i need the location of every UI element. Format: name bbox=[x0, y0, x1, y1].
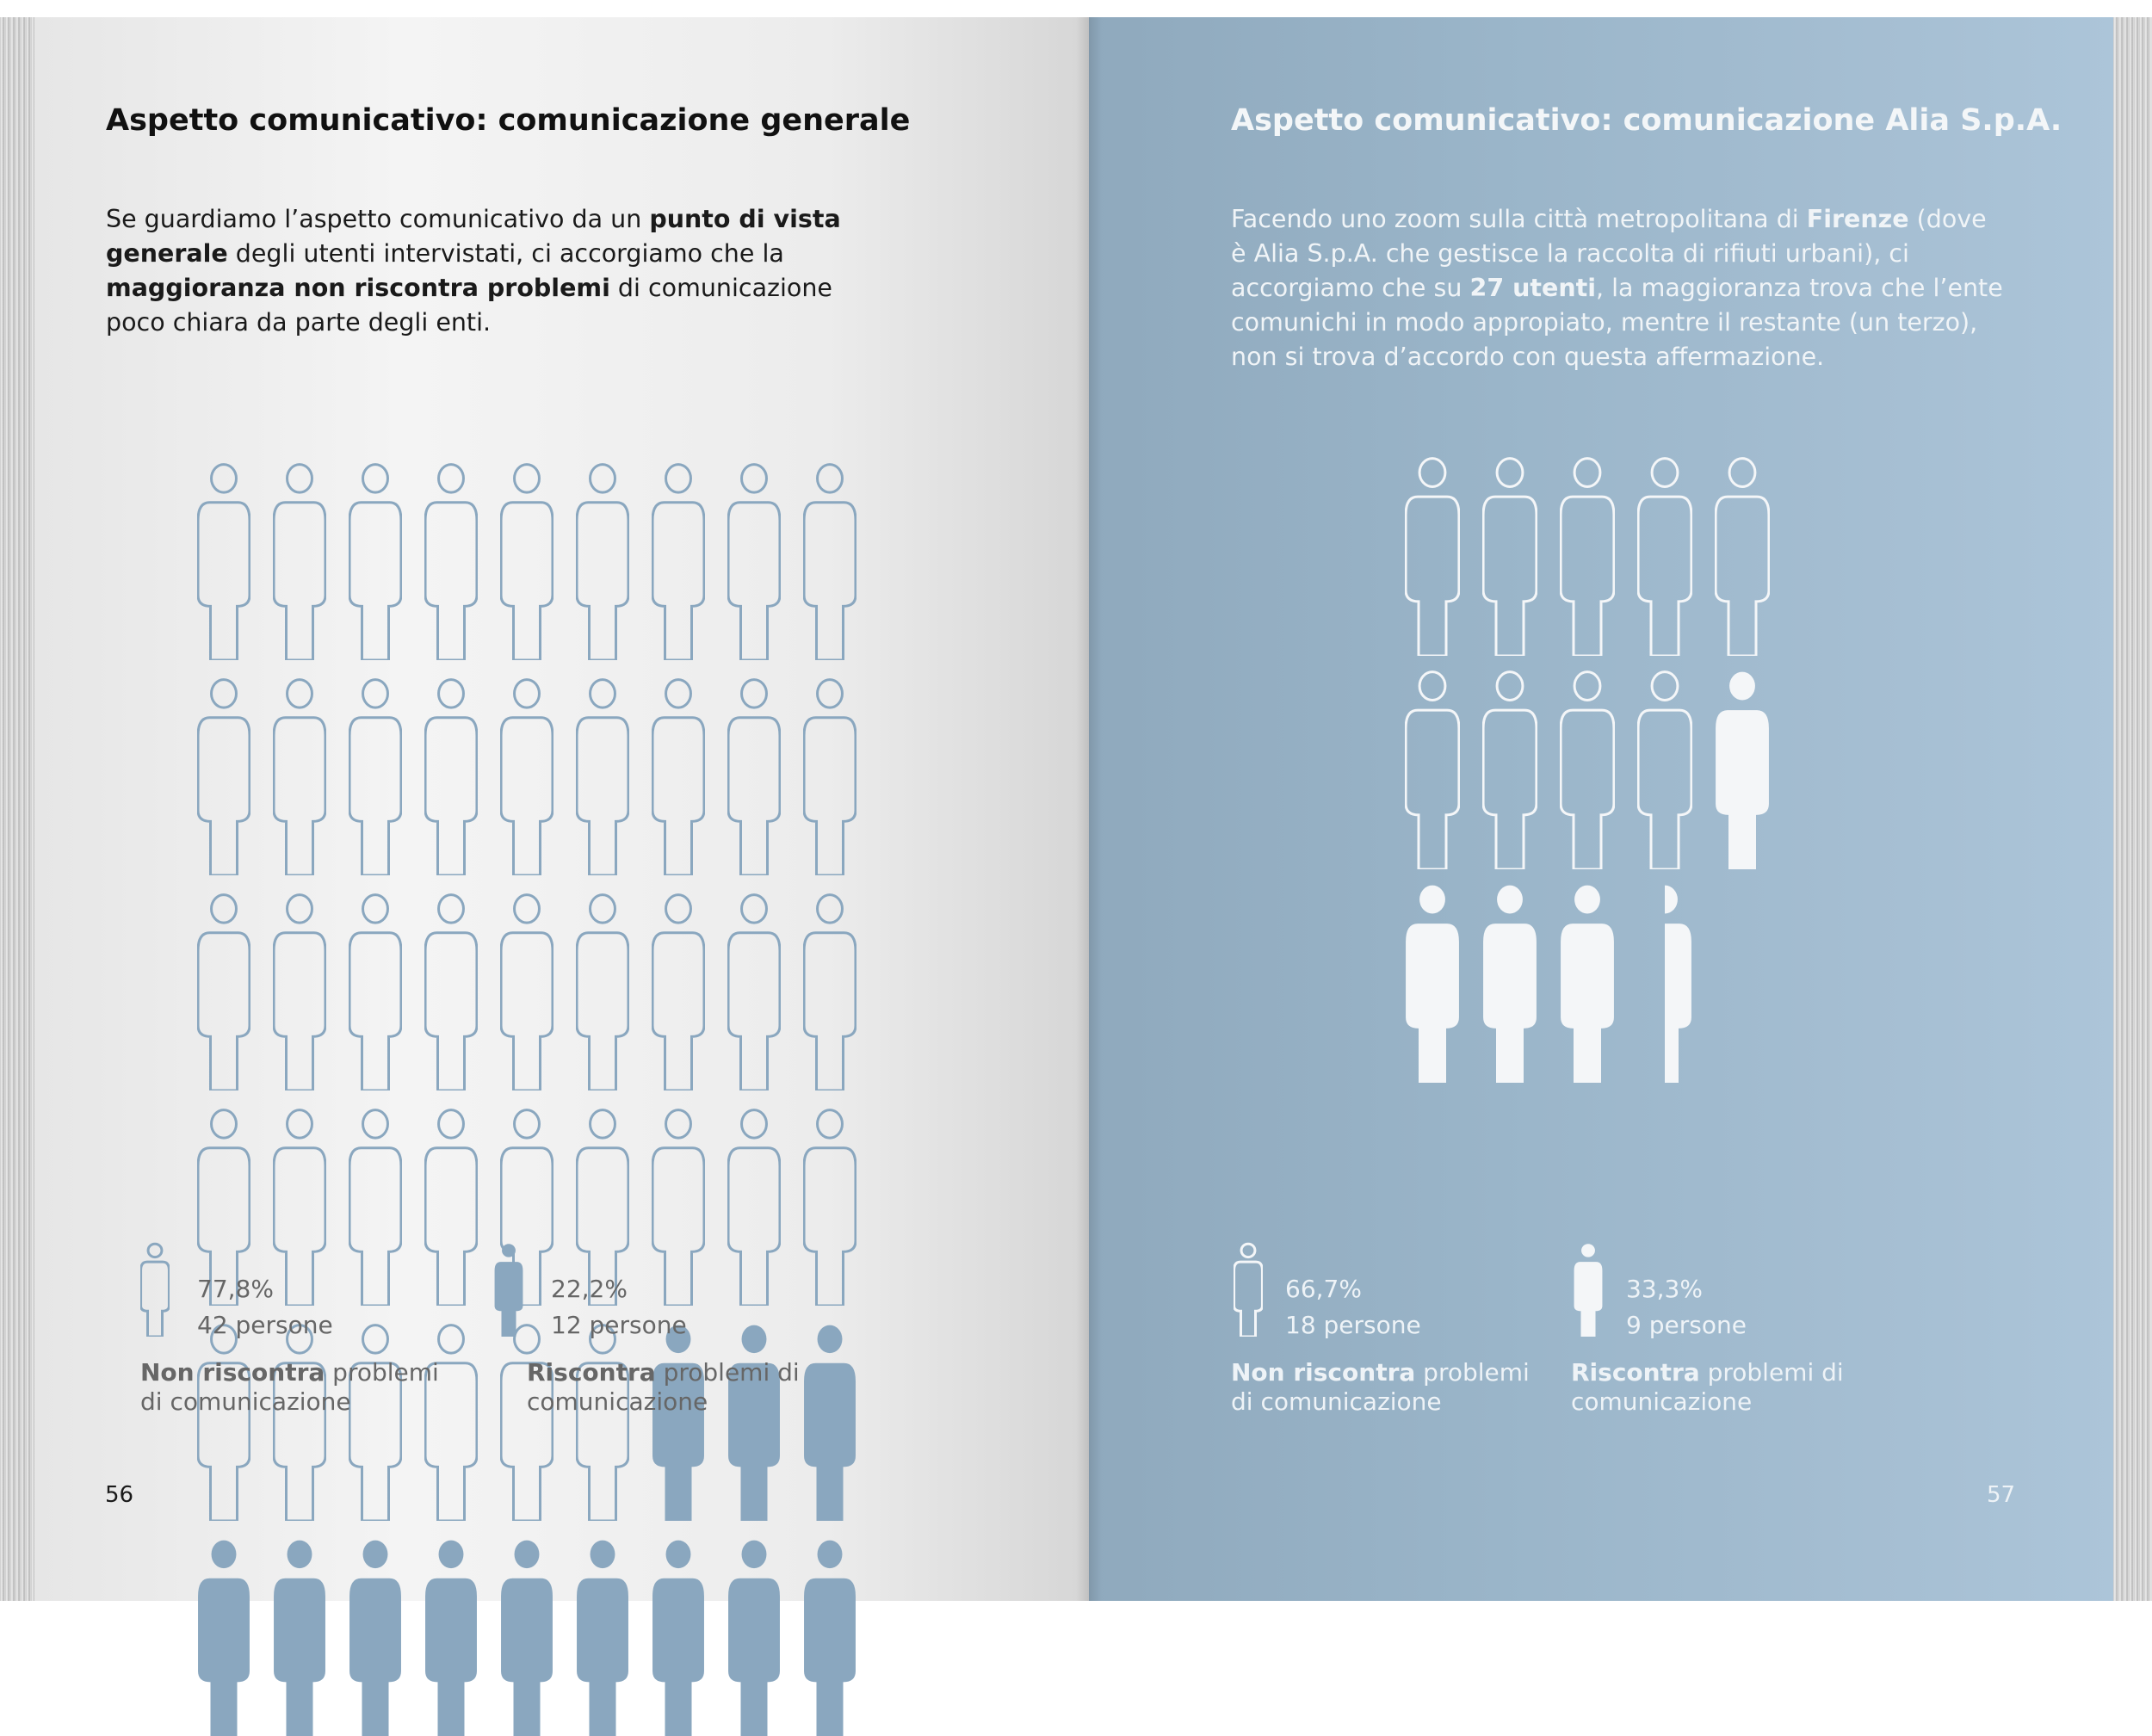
filled-person-icon bbox=[1405, 881, 1460, 1083]
outline-person-icon bbox=[652, 891, 705, 1090]
outline-person-icon bbox=[727, 460, 781, 660]
outline-person-icon bbox=[500, 676, 553, 875]
outline-person-icon bbox=[727, 1106, 781, 1306]
filled-person-icon bbox=[424, 1536, 478, 1736]
body-text-run: di comunicazione poco chiara da parte degli enti. bbox=[106, 274, 832, 337]
outline-person-icon bbox=[727, 891, 781, 1090]
filled-person-icon bbox=[197, 1536, 250, 1736]
legend-description: Non riscontra problemi di comunicazione bbox=[1231, 1358, 1530, 1416]
filled-person-icon bbox=[1560, 881, 1615, 1083]
filled-person-icon bbox=[652, 1321, 705, 1521]
outline-person-icon bbox=[197, 1321, 250, 1521]
body-emphasis: Firenze bbox=[1806, 205, 1909, 233]
filled-person-icon bbox=[727, 1536, 781, 1736]
body-text-run: Facendo uno zoom sulla città metropolitana di bbox=[1231, 205, 1807, 233]
outline-person-icon bbox=[273, 1106, 326, 1306]
outline-person-icon bbox=[500, 1321, 553, 1521]
body-text-run: Se guardiamo l’aspetto comunicativo da un bbox=[106, 205, 650, 233]
legend-percent: 77,8% bbox=[197, 1275, 274, 1303]
outline-person-icon bbox=[652, 1106, 705, 1306]
outline-person-icon bbox=[500, 891, 553, 1090]
outline-person-icon bbox=[500, 460, 553, 660]
outline-person-icon bbox=[349, 460, 402, 660]
outline-person-icon bbox=[424, 676, 478, 875]
page-edges-right bbox=[2113, 17, 2152, 1601]
filled-person-icon bbox=[349, 1536, 402, 1736]
body-emphasis: maggioranza non riscontra problemi bbox=[106, 274, 610, 302]
outline-person-icon bbox=[652, 460, 705, 660]
outline-person-icon bbox=[197, 891, 250, 1090]
page-edges-left bbox=[0, 17, 39, 1601]
legend-count: 18 persone bbox=[1285, 1311, 1421, 1339]
filled-person-icon bbox=[576, 1536, 629, 1736]
filled-person-icon bbox=[803, 1536, 856, 1736]
legend-percent: 22,2% bbox=[551, 1275, 628, 1303]
body-text-run: (dove è Alia S.p.A. che gestisce la raccolta di rifiuti urbani), ci accorgiamo che su bbox=[1231, 205, 1987, 302]
outline-person-icon bbox=[273, 676, 326, 875]
outline-person-icon bbox=[197, 676, 250, 875]
outline-person-icon bbox=[349, 1321, 402, 1521]
outline-person-icon bbox=[652, 676, 705, 875]
outline-person-icon bbox=[273, 460, 326, 660]
legend-count: 9 persone bbox=[1626, 1311, 1747, 1339]
book-spine bbox=[1076, 17, 1102, 1601]
legend-count: 12 persone bbox=[551, 1311, 687, 1339]
outline-person-icon bbox=[1405, 454, 1460, 656]
outline-person-icon bbox=[349, 1106, 402, 1306]
outline-person-icon bbox=[1482, 454, 1537, 656]
outline-person-icon bbox=[1234, 1242, 1263, 1337]
outline-person-icon bbox=[576, 460, 629, 660]
outline-person-icon bbox=[1637, 454, 1692, 656]
filled-person-icon bbox=[273, 1536, 326, 1736]
outline-person-icon bbox=[803, 676, 856, 875]
filled-person-icon bbox=[727, 1321, 781, 1521]
outline-person-icon bbox=[197, 460, 250, 660]
outline-person-icon bbox=[1482, 668, 1537, 869]
outline-person-icon bbox=[576, 676, 629, 875]
outline-person-icon bbox=[576, 891, 629, 1090]
outline-person-icon bbox=[273, 891, 326, 1090]
body-emphasis: punto di vista generale bbox=[106, 205, 841, 268]
outline-person-icon bbox=[349, 891, 402, 1090]
body-text-run: degli utenti intervistati, ci accorgiamo che la bbox=[227, 239, 784, 268]
legend-description: Riscontra problemi di comunicazione bbox=[1571, 1358, 1844, 1416]
outline-person-icon bbox=[424, 1321, 478, 1521]
filled-person-icon bbox=[494, 1242, 523, 1337]
filled-person-icon bbox=[1637, 881, 1692, 1083]
filled-person-icon bbox=[803, 1321, 856, 1521]
filled-person-icon bbox=[500, 1536, 553, 1736]
filled-person-icon bbox=[652, 1536, 705, 1736]
right-page-body bbox=[1231, 202, 2006, 374]
left-page-title: Aspetto comunicativo: comunicazione generale bbox=[106, 103, 911, 138]
body-text-run: , la maggioranza trova che l’ente comunichi in modo appropiato, mentre il restante (un terzo), non si trova d’accordo con questa affermazione. bbox=[1231, 274, 2003, 371]
page-number-right: 57 bbox=[1987, 1482, 2016, 1508]
filled-person-icon bbox=[1482, 881, 1537, 1083]
right-page-title: Aspetto comunicativo: comunicazione Alia S.p.A. bbox=[1231, 103, 2062, 138]
legend-description: Non riscontra problemi di comunicazione bbox=[140, 1358, 439, 1416]
filled-person-icon bbox=[1715, 668, 1770, 869]
legend-percent: 66,7% bbox=[1285, 1275, 1362, 1303]
outline-person-icon bbox=[727, 676, 781, 875]
legend-percent: 33,3% bbox=[1626, 1275, 1703, 1303]
outline-person-icon bbox=[1637, 668, 1692, 869]
legend-description: Riscontra problemi di comunicazione bbox=[527, 1358, 800, 1416]
legend-count: 42 persone bbox=[197, 1311, 333, 1339]
outline-person-icon bbox=[1560, 454, 1615, 656]
outline-person-icon bbox=[803, 1106, 856, 1306]
outline-person-icon bbox=[803, 460, 856, 660]
page-number-left: 56 bbox=[105, 1482, 134, 1508]
outline-person-icon bbox=[273, 1321, 326, 1521]
body-emphasis: 27 utenti bbox=[1469, 274, 1597, 302]
filled-person-icon bbox=[1574, 1242, 1603, 1337]
outline-person-icon bbox=[424, 1106, 478, 1306]
outline-person-icon bbox=[424, 891, 478, 1090]
left-page-body bbox=[106, 202, 881, 340]
outline-person-icon bbox=[803, 891, 856, 1090]
right-pictograph-chart bbox=[1405, 454, 1809, 1110]
left-pictograph-chart bbox=[197, 460, 886, 1115]
outline-person-icon bbox=[424, 460, 478, 660]
outline-person-icon bbox=[1715, 454, 1770, 656]
outline-person-icon bbox=[1560, 668, 1615, 869]
outline-person-icon bbox=[140, 1242, 170, 1337]
outline-person-icon bbox=[349, 676, 402, 875]
outline-person-icon bbox=[576, 1321, 629, 1521]
outline-person-icon bbox=[1405, 668, 1460, 869]
